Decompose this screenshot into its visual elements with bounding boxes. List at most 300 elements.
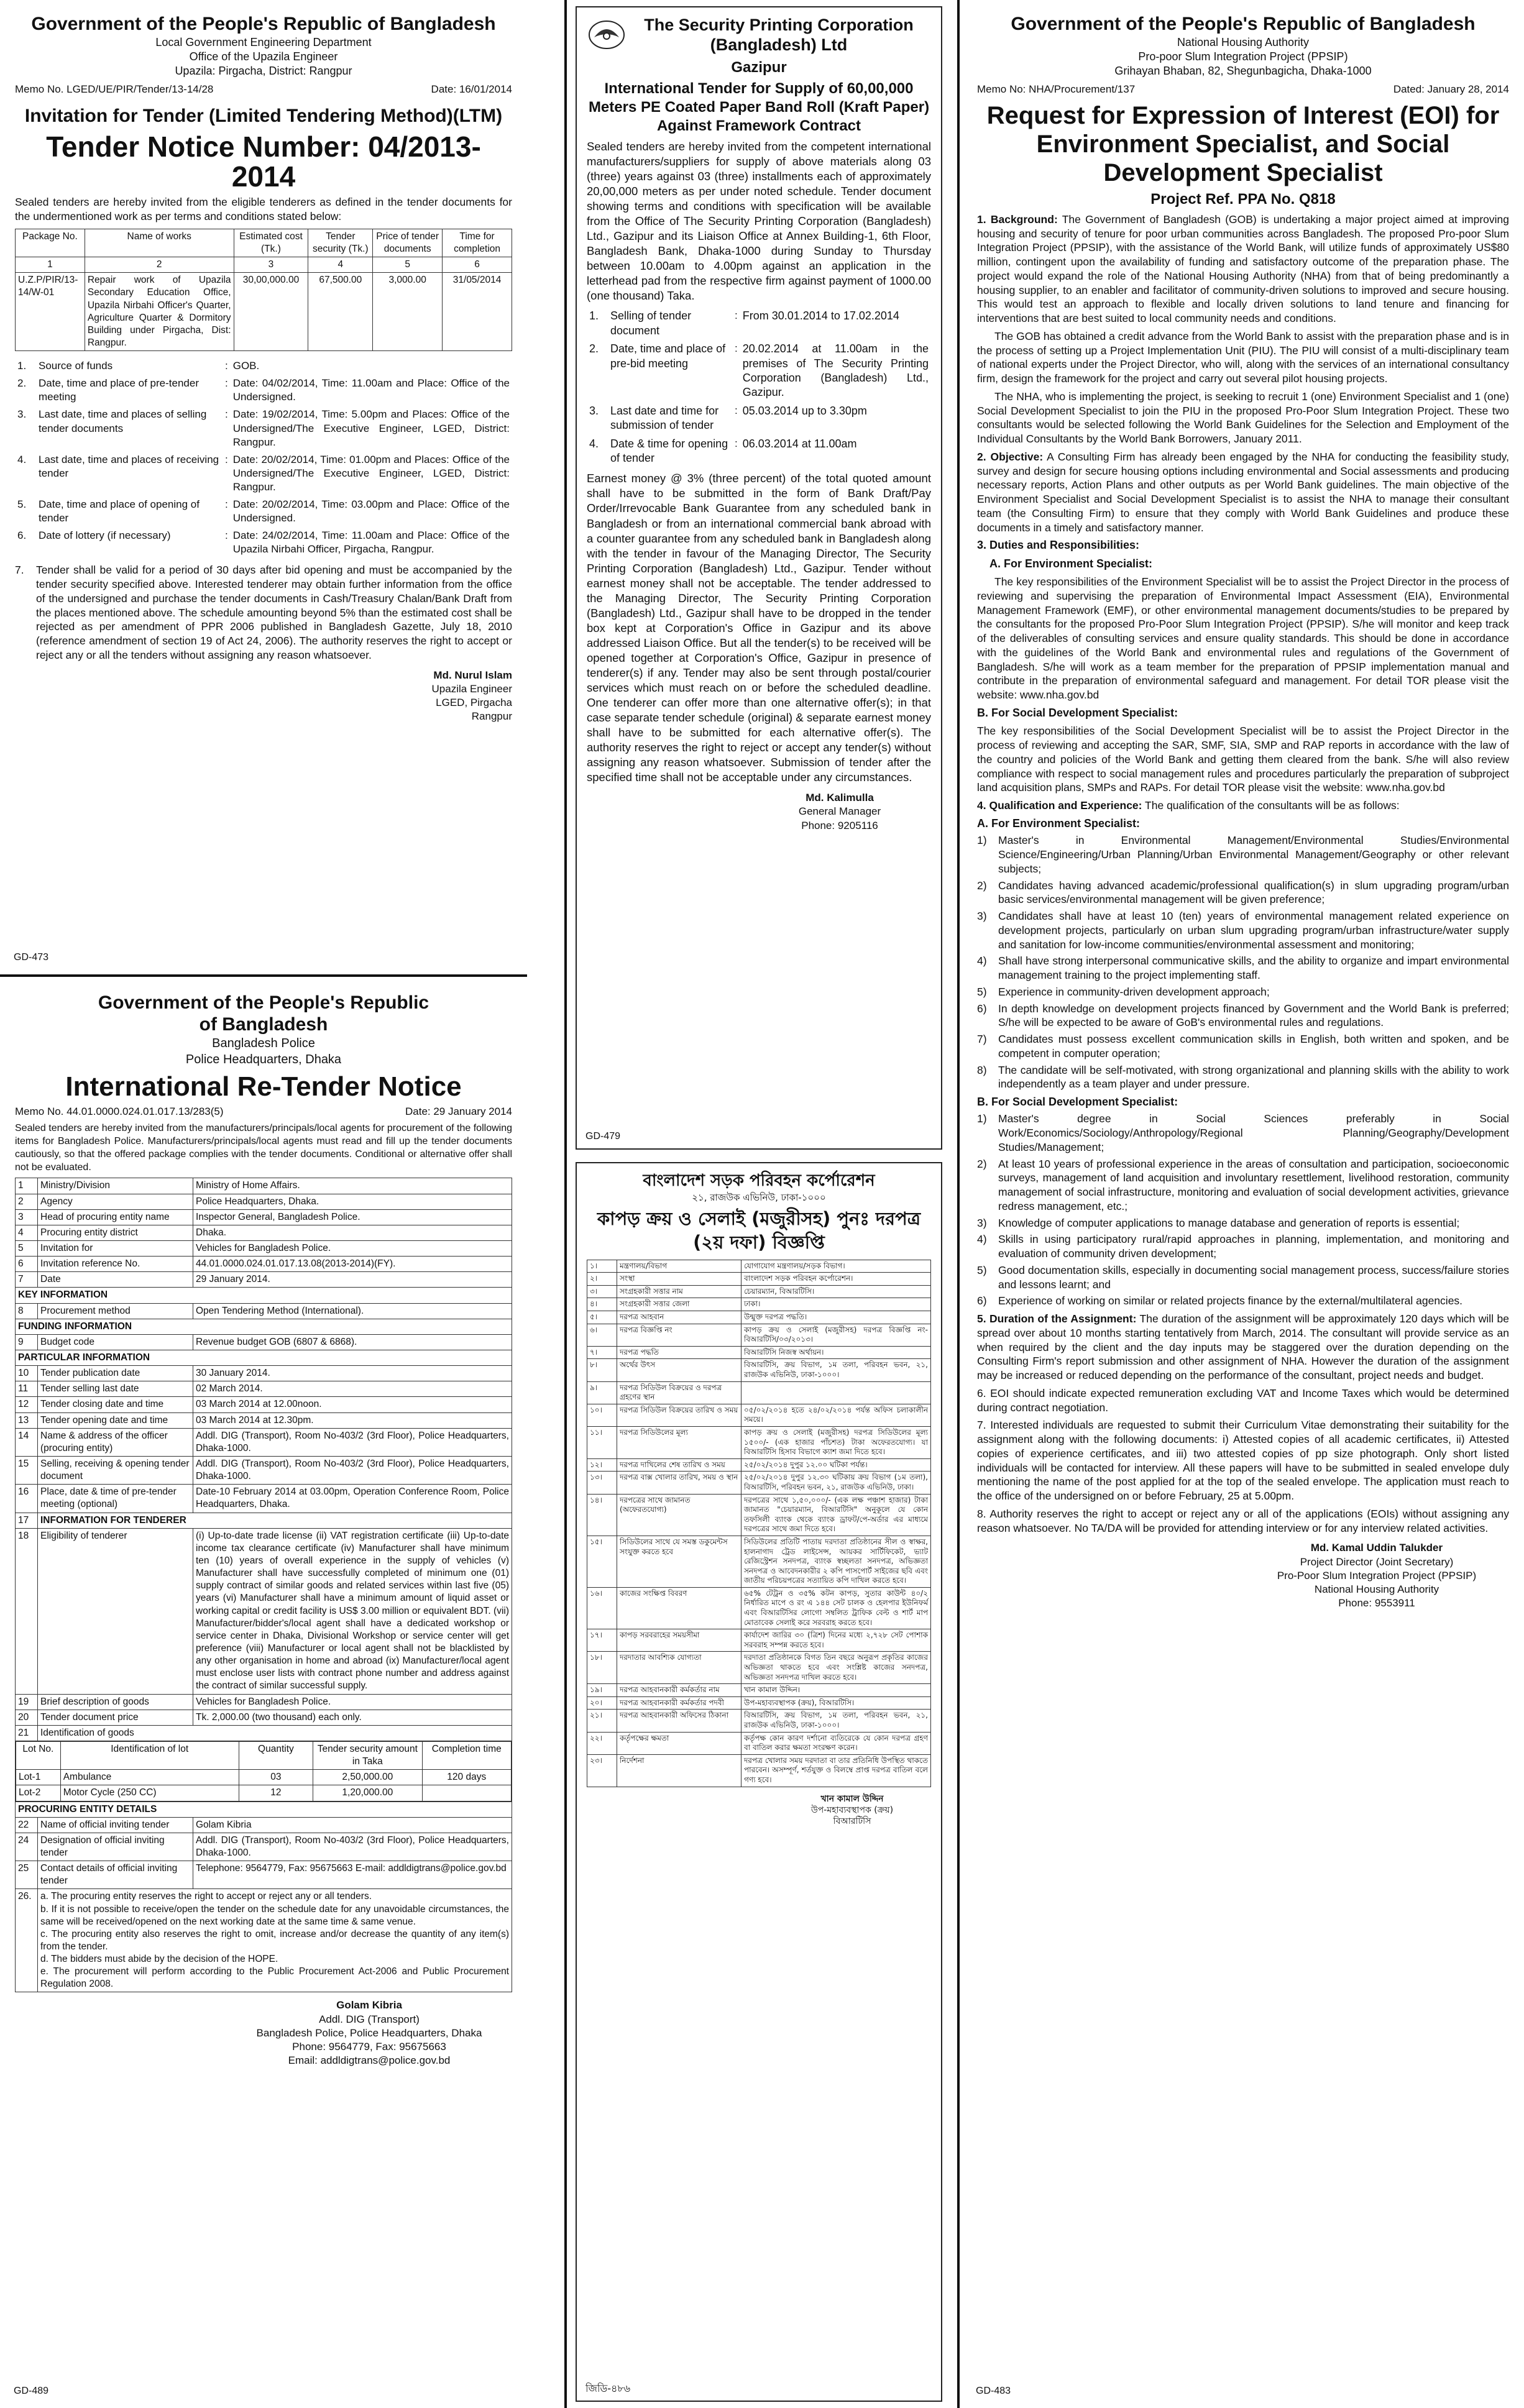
lged-colnum: 4 xyxy=(308,257,373,273)
police-row-value: Vehicles for Bangladesh Police. xyxy=(193,1241,512,1257)
lged-item-row xyxy=(15,496,512,527)
lged-th-5: Price of tender documents xyxy=(373,229,443,257)
police-row-value: Addl. DIG (Transport), Room No-403/2 (3rd Floor), Police Headquarters, Dhaka-1000. xyxy=(193,1428,512,1456)
lged-colnum: 2 xyxy=(85,257,234,273)
police-table-row xyxy=(16,1457,512,1485)
brtc-row-num: ৬। xyxy=(587,1324,617,1346)
police-section-title: INFORMATION FOR TENDERER xyxy=(38,1513,512,1528)
lot-cell-value: 2,50,000.00 xyxy=(313,1770,422,1785)
police-row-label: Selling, receiving & opening tender document xyxy=(38,1457,193,1485)
nha-qual-item xyxy=(977,1263,1509,1292)
nha-duration xyxy=(977,1312,1509,1383)
police-sig-email: Email: addldigtrans@police.gov.bd xyxy=(288,2054,451,2066)
police-place: Police Headquarters, Dhaka xyxy=(185,1053,342,1066)
spc-item-key: Date, time and place of pre-bid meeting xyxy=(610,342,726,370)
brtc-table-row xyxy=(587,1458,931,1472)
colon: : xyxy=(735,342,738,355)
colon: : xyxy=(735,309,738,322)
brtc-table-row xyxy=(587,1696,931,1710)
spc-place: Gazipur xyxy=(731,58,787,76)
nha-duties-label: 3. Duties and Responsibilities: xyxy=(977,539,1140,552)
nha-dur-label: 5. Duration of the Assignment: xyxy=(977,1312,1137,1325)
police-memo: Memo No. 44.01.0000.024.01.017.13/283(5) xyxy=(15,1106,224,1118)
lged-invitation: Invitation for Tender (Limited Tendering Method)(LTM) xyxy=(24,105,503,126)
police-row-value: Open Tendering Method (International). xyxy=(193,1303,512,1319)
nha-code: GD-483 xyxy=(976,2386,1011,2397)
police-row-num: 21 xyxy=(16,1725,38,1741)
lged-item-key: Date of lottery (if necessary) xyxy=(39,529,171,542)
police-row-value: Police Headquarters, Dhaka. xyxy=(193,1194,512,1209)
police-row-label: Tender selling last date xyxy=(38,1381,193,1397)
lged-colnum: 3 xyxy=(234,257,308,273)
brtc-row-value: বিআরটিসি নিজস্ব অর্থায়ন। xyxy=(741,1346,931,1359)
nha-qual-text: Master's in Environmental Management/Environmental Studies/Environmental Science/Engineering/Urban Planning/Urban Environmental Management/Geography or other relevant subjects; xyxy=(998,834,1509,875)
lged-memo-row xyxy=(15,83,512,96)
lot-cell-value: 03 xyxy=(239,1770,313,1785)
police-row-label: Eligibility of tenderer xyxy=(38,1528,193,1694)
nha-qual-num: 6) xyxy=(977,1002,987,1015)
spc-logo-icon xyxy=(587,19,627,51)
nha-qual-item xyxy=(977,909,1509,951)
nha-sig-phone: Phone: 9553911 xyxy=(1338,1596,1415,1609)
police-table-row xyxy=(16,1334,512,1350)
lot-cell-value: 1,20,000.00 xyxy=(313,1785,422,1801)
brtc-row-label: দরপত্র আহবানকারী কর্মকর্তার নাম xyxy=(617,1684,741,1697)
lged-office: Office of the Upazila Engineer xyxy=(189,50,338,63)
lged-note-text: Tender shall be valid for a period of 30 days after bid opening and must be accompanied by the tender security specified above. Interested tenderer may obtain further information from the office of the undersigned and purchase the tender documents in Cash/Treasury Chalan/Bank Draft from the places mentioned above. The schedule amounting beyond 5% than the estimated cost shall be rejected as per amendment of PPR 2006 published in Bangladesh Gazette, July 18, 2010 (reference amendment of section 19 of Act 24, 2006). The authority reserves the right to accept or reject any or all the tenders without assigning any reason whatsoever. xyxy=(36,564,512,661)
lged-item-value: GOB. xyxy=(232,360,260,372)
police-sig-title: Addl. DIG (Transport) xyxy=(319,2013,420,2025)
nha-gov: Government of the People's Republic of Bangladesh xyxy=(1011,14,1476,34)
brtc-row-value: দরপত্র খোলার সময় দরদাতা বা তার প্রতিনিধি উপস্থিত থাকতে পারবেন। অসম্পূর্ণ, শর্তযুক্ত ও বিলম্বে প্রাপ্ত দরপত্র বাতিল বলে গণ্য হবে। xyxy=(741,1754,931,1787)
nha-obj: A Consulting Firm has already been engaged by the NHA for conducting the feasibility study, survey and design for secure housing options including environmental and Social assessments and producing necessary reports, Action Plans and other outputs as per World Bank guidelines. The main objective of the Environment Specialist and Social Development Specialist is to assist the NHA to manage their consultant team (the Consulting Firm) to ensure that they comply with World Bank Guidelines and produce these documents in a timely and satisfactory manner. xyxy=(977,450,1509,534)
police-row-value: Ministry of Home Affairs. xyxy=(193,1178,512,1194)
nha-qual-item xyxy=(977,1063,1509,1092)
police-table-row xyxy=(16,1209,512,1225)
brtc-row-num: ৪। xyxy=(587,1298,617,1311)
brtc-row-label: দরপত্র সিডিউল বিক্রয়ের ও দরপত্র গ্রহণের স্থান xyxy=(617,1381,741,1404)
brtc-row-label: দরপত্র সিডিউলের মূল্য xyxy=(617,1426,741,1458)
brtc-row-num: ১৩। xyxy=(587,1472,617,1494)
police-intro: Sealed tenders are hereby invited from the manufacturers/principals/local agents for procurement of the following items for Bangladesh Police. Manufacturers/principals/local agents must read and fill up the tender documents cautiously, so that the offered package complies with the tender documents. Conditional or alternative offer shall not be evaluated. xyxy=(15,1123,512,1173)
nha-qual-item xyxy=(977,879,1509,907)
brtc-table-row xyxy=(587,1298,931,1311)
lot-cell-value: Motor Cycle (250 CC) xyxy=(60,1785,239,1801)
police-row-label: Agency xyxy=(38,1194,193,1209)
lged-table-colnums xyxy=(16,257,512,273)
spc-sig-name: Md. Kalimulla xyxy=(806,792,874,804)
lged-title: Tender Notice Number: 04/2013-2014 xyxy=(46,130,481,193)
spc-item-key: Selling of tender document xyxy=(610,309,692,337)
brtc-table-row xyxy=(587,1404,931,1426)
police-table-row xyxy=(16,1397,512,1412)
lged-item-num: 6. xyxy=(17,529,27,542)
police-row-num: 3 xyxy=(16,1209,38,1225)
police-table-row xyxy=(16,1366,512,1381)
police-row-label: Contact details of official inviting tender xyxy=(38,1861,193,1889)
police-row-label: Designation of official inviting tender xyxy=(38,1833,193,1861)
nha-project: Pro-poor Slum Integration Project (PPSIP) xyxy=(1138,50,1348,63)
police-row-label: Tender document price xyxy=(38,1710,193,1725)
nha-duties-a-text: The key responsibilities of the Environment Specialist will be to assist the Project Director in the process of reviewing and supervising the preparation of Environmental Impact Assessment (EIA), Environmental Management Framework (EMF), or other environmental management documents/studies to be prepared by the consultants for the proposed Pro-Poor Slum Integration Project (PPSIP). S/he will monitor and keep track of the deliverables of consulting services and ensure quality standards. This should be done in accordance with the guidelines of the World Bank and environmental rules and regulations of the Government of Bangladesh. S/he will work as a team member for the preparation of PPSIP implementation manual and contribute in the preparation of environmental safeguard and management. For detail TOR please visit the website: www.nha.gov.bd xyxy=(977,575,1509,702)
police-table-row xyxy=(16,1194,512,1209)
brtc-row-value: সিডিউলের প্রতিটি পাতায় দরদাতা প্রতিষ্ঠানের সীল ও স্বাক্ষর, হালনাগাদ ট্রেড লাইসেন্স, আয়কর সার্টিফিকেট, ভ্যাট রেজিস্ট্রেশন সনদপত্র, ব্যাংক স্বচ্ছলতা সনদপত্র, অভিজ্ঞতা সনদপত্র ও আবেদনকারীর ২ কপি পাসপোর্ট সাইজের ছবি এবং জাতীয় পরিচয়পত্রের সত্যায়িত কপি দাখিল করতে হবে। xyxy=(741,1536,931,1587)
police-table-row xyxy=(16,1861,512,1889)
police-row-label: Procurement method xyxy=(38,1303,193,1319)
nha-memo-row xyxy=(977,83,1509,96)
nha-title: Request for Expression of Interest (EOI) for Environment Specialist, and Social Development Specialist xyxy=(986,101,1500,186)
nha-qual-b: B. For Social Development Specialist: xyxy=(977,1096,1178,1109)
police-row-num: 9 xyxy=(16,1334,38,1350)
police-table-row xyxy=(16,1241,512,1257)
spc-title: International Tender for Supply of 60,00,000 Meters PE Coated Paper Band Roll (Kraft Paper) Against Framework Contract xyxy=(588,80,930,134)
lged-package-no: U.Z.P/PIR/13-14/W-01 xyxy=(16,273,85,351)
police-row-value: Addl. DIG (Transport), Room No-403/2 (3rd Floor), Police Headquarters, Dhaka-1000. xyxy=(193,1833,512,1861)
lged-item-row xyxy=(15,406,512,451)
police-row-num: 25 xyxy=(16,1861,38,1889)
brtc-row-value: চেয়ারম্যান, বিআরটিসি। xyxy=(741,1285,931,1298)
police-row-label: Procuring entity district xyxy=(38,1225,193,1240)
brtc-table-row xyxy=(587,1732,931,1754)
police-row-value: Revenue budget GOB (6807 & 6868). xyxy=(193,1334,512,1350)
colon: : xyxy=(225,408,228,421)
lot-header-cell: Identification of lot xyxy=(60,1741,239,1769)
police-row-num: 26. xyxy=(16,1889,38,1992)
police-table-row xyxy=(16,1889,512,1992)
nha-qual-item xyxy=(977,1112,1509,1154)
lot-row xyxy=(16,1785,512,1801)
police-row-num: 24 xyxy=(16,1833,38,1861)
brtc-table-row xyxy=(587,1684,931,1697)
nha-dept: National Housing Authority xyxy=(1177,35,1310,48)
spc-item-key: Date & time for opening of tender xyxy=(610,437,728,464)
brtc-title: কাপড় ক্রয় ও সেলাই (মজুরীসহ) পুনঃ দরপত্র (২য় দফা) বিজ্ঞপ্তি xyxy=(597,1208,921,1253)
spc-tender-notice xyxy=(576,6,942,1150)
police-row-value: (i) Up-to-date trade license (ii) VAT registration certificate (iii) Up-to-date income tax clearance certificate (iv) Manufacturer shall have minimum ten (10) years of overall experience in the supply of vehicles (v) Manufacturer shall have successfully completed of minimum one (01) supply contract of similar goods and related services within last five (05) years (vi) Manufacturer shall have a minimum amount of liquid asset or working capital or credit facility is US$ 3.00 million or equivalent BDT. (vii) Manufacturer/bidder's/local agent shall have a dedicated workshop or service center in Dhaka, Divisional Workshop or service center will get preference (viii) Manufacturer or local agent shall not be blacklisted by any other organisation in home and abroad (ix) Manufacturer/local agent must enclose user lists with contract phone number and address against the contract of similar successful supply. xyxy=(193,1528,512,1694)
lged-item-key: Date, time and place of opening of tender xyxy=(39,498,200,524)
police-row-num: 13 xyxy=(16,1412,38,1428)
brtc-row-value: ৬৫% টেট্রন ও ৩৫% কটন কাপড়, সুতার কাউন্ট ৪০/২ নির্ধারিত মাপে ও রং এ ১৪৪ সেট চালক ও হেলপার ইউনিফর্ম এবং বিআরটিসির লোগো সম্বলিত ট্রাফিক বেল্ট ও শার্ট মাপ মোতাবেক সেলাই করে সরবরাহ করতে হবে। xyxy=(741,1587,931,1629)
police-row-label: Invitation for xyxy=(38,1241,193,1257)
nha-qual-item xyxy=(977,1216,1509,1230)
police-table-row xyxy=(16,1694,512,1710)
spc-body: Earnest money @ 3% (three percent) of the total quoted amount shall have to be submitted in the form of Bank Draft/Pay Order/Irrevocable Bank Guarantee from any scheduled bank in Bangladesh or from an international commercial bank abroad with a counter guarantee from any scheduled bank in Bangladesh along with the tender in favour of the Managing Director, The Security Printing Corporation (Bangladesh) Ltd., Gazipur. Tender without earnest money shall not be acceptable. The tender addressed to the Managing Director, The Security Printing Corporation (Bangladesh) Ltd., Gazipur shall have to be dropped in the tender box kept at Corporation's Office in Gazipur and its above addressed Liaison Office. But all the tender(s) to be received will be opened together at Corporation's Office, Gazipur in presence of tenderer(s) if any. Tender may also be sent through postal/courier services which must reach on or before the scheduled deadline. One tenderer can offer more than one alternative offer(s); in that case separate tender schedule (original) & separate earnest money shall have to be submitted for each alternative offer(s). The authority reserves the right to reject or accept any tender(s) without assigning any reason whatsoever. Submission of tender after the specified time shall not be acceptable under any circumstances. xyxy=(587,472,931,784)
lged-item-row xyxy=(15,375,512,406)
police-row-num: 7 xyxy=(16,1272,38,1288)
police-signature xyxy=(226,1998,512,2067)
police-gov-2: of Bangladesh xyxy=(199,1014,328,1035)
nha-qual-text: Experience of working on similar or related projects finance by the external/multilateral agencies. xyxy=(998,1294,1463,1307)
lged-place: Upazila: Pirgacha, District: Rangpur xyxy=(175,65,352,78)
police-row-value: Dhaka. xyxy=(193,1225,512,1240)
police-row-num: 20 xyxy=(16,1710,38,1725)
nha-sig-project: Pro-Poor Slum Integration Project (PPSIP) xyxy=(1277,1569,1477,1582)
nha-qual-text: Knowledge of computer applications to manage database and generation of reports is essential; xyxy=(998,1216,1460,1229)
lged-date: Date: 16/01/2014 xyxy=(431,83,512,95)
brtc-row-label: দরপত্র বিজ্ঞপ্তি নং xyxy=(617,1324,741,1346)
nha-sig-org: National Housing Authority xyxy=(1314,1583,1439,1595)
police-table-row xyxy=(16,1178,512,1194)
police-row-value: Vehicles for Bangladesh Police. xyxy=(193,1694,512,1710)
colon: : xyxy=(225,377,228,390)
nha-dur: The duration of the assignment will be approximately 120 days which will be spread over about 10 months starting tentatively from March, 2014. The consultant will provide service as an when required by the client and the day inputs may be staggered over the duration depending on the Consulting Firm's report submission and other assignment of NHA. However the duration of the assignment may be increased or reduced depending on the performance of the consultant, project needs and budget. xyxy=(977,1312,1509,1382)
brtc-table-row xyxy=(587,1587,931,1629)
brtc-row-label: সিডিউলের সাথে যে সমস্ত ডকুমেন্টস সংযুক্ত করতে হবে xyxy=(617,1536,741,1587)
brtc-table-row xyxy=(587,1629,931,1652)
nha-qual-item xyxy=(977,1232,1509,1261)
police-lot-wrapper xyxy=(16,1741,512,1801)
police-table-row xyxy=(16,1381,512,1397)
lged-completion: 31/05/2014 xyxy=(443,273,512,351)
lged-item-num: 5. xyxy=(17,498,27,510)
police-row-label: Place, date & time of pre-tender meeting (optional) xyxy=(38,1485,193,1513)
lged-item-num: 3. xyxy=(17,408,27,421)
lged-security: 67,500.00 xyxy=(308,273,373,351)
lot-cell xyxy=(16,1741,512,1801)
police-table-row xyxy=(16,1833,512,1861)
brtc-row-value: বিআরটিসি, ক্রয় বিভাগ, ১ম তলা, পরিবহন ভবন, ২১, রাজউক এভিনিউ, ঢাকা-১০০০। xyxy=(741,1710,931,1732)
lged-table-header xyxy=(16,229,512,257)
nha-qual-text: Candidates shall have at least 10 (ten) years of environmental management related experience on development projects, particularly on urban slum upgrading program/urban infrastructure/water supply and sanitation for low-income communities/environmental assessment and monitoring; xyxy=(998,910,1509,951)
lged-th-4: Tender security (Tk.) xyxy=(308,229,373,257)
brtc-sig-title: উপ-মহাব্যবস্থাপক (ক্রয়) xyxy=(810,1805,894,1815)
nha-qual-text: Skills in using participatory rural/rapid approaches in planning, implementation, and monitoring and evaluation of community driven development; xyxy=(998,1233,1509,1260)
brtc-row-num: ২২। xyxy=(587,1732,617,1754)
police-sig-name: Golam Kibria xyxy=(336,1999,402,2012)
police-row-label: Tender closing date and time xyxy=(38,1397,193,1412)
nha-qual-item xyxy=(977,1157,1509,1214)
police-section-header xyxy=(16,1350,512,1366)
brtc-row-label: কর্তৃপক্ষের ক্ষমতা xyxy=(617,1732,741,1754)
police-row-num: 2 xyxy=(16,1194,38,1209)
spc-item-row xyxy=(587,435,931,468)
spc-item-num: 1. xyxy=(589,309,599,323)
nha-qual-num: 6) xyxy=(977,1294,987,1307)
spc-items xyxy=(587,307,931,467)
brtc-code: জিডি-৪৮৬ xyxy=(585,2383,631,2395)
nha-bg-3: The NHA, who is implementing the project, is seeking to recruit 1 (one) Environment Specialist and 1 (one) Social Development Specialist to join the PIU in the proposed Pro-Poor Slum Integration Project. These two consultants would be selected following the World Bank Guidelines for the Selection and Employment of the Individual Consultants by the World Bank Borrowers, January 2011. xyxy=(977,390,1509,446)
brtc-row-label: কাজের সংক্ষিপ্ত বিবরণ xyxy=(617,1587,741,1629)
spc-item-value: From 30.01.2014 to 17.02.2014 xyxy=(742,309,899,323)
divider xyxy=(0,974,527,977)
police-table-row xyxy=(16,1272,512,1288)
lged-doc-price: 3,000.00 xyxy=(373,273,443,351)
police-condition: d. The bidders must abide by the decision of the HOPE. xyxy=(40,1954,278,1965)
nha-signature xyxy=(1244,1541,1509,1609)
nha-qual-intro: The qualification of the consultants will be as follows: xyxy=(1145,799,1400,812)
nha-qual-num: 4) xyxy=(977,1233,987,1246)
brtc-row-value: কার্যাদেশ জারির ৩০ (ত্রিশ) দিনের মধ্যে ২,৭২৮ সেট পোশাক সরবরাহ সম্পন্ন করতে হবে। xyxy=(741,1629,931,1652)
lged-sig-place: Rangpur xyxy=(471,710,512,722)
spc-sig-title: General Manager xyxy=(798,805,881,818)
police-row-value: Inspector General, Bangladesh Police. xyxy=(193,1209,512,1225)
nha-qual-num: 1) xyxy=(977,1112,987,1125)
brtc-signature xyxy=(773,1793,931,1828)
police-condition: c. The procuring entity also reserves the right to omit, increase and/or decrease the quantity of any item(s) from the tender. xyxy=(40,1928,509,1952)
brtc-row-value: ২৫/০২/২০১৪ দুপুর ১২.০০ ঘটিকা পর্যন্ত। xyxy=(741,1458,931,1472)
lged-th-6: Time for completion xyxy=(443,229,512,257)
brtc-row-label: দরপত্র দাখিলের শেষ তারিখ ও সময় xyxy=(617,1458,741,1472)
brtc-row-value: বিআরটিসি, ক্রয় বিভাগ, ১ম তলা, পরিবহন ভবন, ২১, রাজউক এভিনিউ, ঢাকা-১০০০। xyxy=(741,1359,931,1381)
police-info-table xyxy=(15,1178,512,1992)
nha-qual-text: The candidate will be self-motivated, with strong organizational and planning skills with the ability to work independently as a team player and under pressure. xyxy=(998,1063,1509,1091)
police-row-num: 1 xyxy=(16,1178,38,1194)
police-row-label: Name of official inviting tender xyxy=(38,1817,193,1833)
lot-header xyxy=(16,1741,512,1769)
middle-column xyxy=(567,0,952,2408)
lged-sig-name: Md. Nurul Islam xyxy=(433,669,512,681)
police-row-num: 18 xyxy=(16,1528,38,1694)
spc-header xyxy=(587,15,931,55)
spc-signature xyxy=(748,791,931,832)
nha-ref: Project Ref. PPA No. Q818 xyxy=(1150,190,1336,208)
police-memo-row xyxy=(15,1105,512,1119)
lged-item-row xyxy=(15,527,512,558)
lged-table-row xyxy=(16,273,512,351)
nha-qual-a-list xyxy=(977,833,1509,1091)
lged-sig-org: LGED, Pirgacha xyxy=(436,696,512,708)
brtc-row-value: খান কামাল উদ্দিন। xyxy=(741,1684,931,1697)
lged-item-value: Date: 19/02/2014, Time: 5.00pm and Places: Office of the Undersigned/The Executive Engineer, LGED, District: Rangpur. xyxy=(232,408,510,448)
nha-qual-item xyxy=(977,1294,1509,1308)
police-row-num: 22 xyxy=(16,1817,38,1833)
lot-header-cell: Lot No. xyxy=(16,1741,61,1769)
police-row-label: Invitation reference No. xyxy=(38,1257,193,1272)
police-section-header xyxy=(16,1288,512,1303)
lot-header-cell: Completion time xyxy=(422,1741,511,1769)
police-row-label: Tender publication date xyxy=(38,1366,193,1381)
brtc-row-value: কাপড় ক্রয় ও সেলাই (মজুরীসহ) দরপত্র বিজ্ঞপ্তি নং-বিআরটিসি/০৩/২০১৩। xyxy=(741,1324,931,1346)
brtc-table-row xyxy=(587,1273,931,1286)
lged-memo: Memo No. LGED/UE/PIR/Tender/13-14/28 xyxy=(15,83,214,95)
police-row-value: 03 March 2014 at 12.00noon. xyxy=(193,1397,512,1412)
spc-item-key: Last date and time for submission of tender xyxy=(610,404,719,432)
nha-qual-num: 5) xyxy=(977,985,987,998)
police-table-row xyxy=(16,1485,512,1513)
brtc-row-num: ১৮। xyxy=(587,1652,617,1684)
lged-item-value: Date: 20/02/2014, Time: 03.00pm and Place: Office of the Undersigned. xyxy=(232,498,510,524)
police-table-row xyxy=(16,1710,512,1725)
nha-date: Dated: January 28, 2014 xyxy=(1393,83,1509,95)
lged-item-num: 4. xyxy=(17,453,27,465)
police-row-value: Telephone: 9564779, Fax: 95675663 E-mail: addldigtrans@police.gov.bd xyxy=(193,1861,512,1889)
brtc-table-row xyxy=(587,1260,931,1273)
police-table-row xyxy=(16,1817,512,1833)
police-row-value: 02 March 2014. xyxy=(193,1381,512,1397)
spc-item-row xyxy=(587,307,931,340)
nha-duties-a: A. For Environment Specialist: xyxy=(989,557,1153,570)
spc-org: The Security Printing Corporation (Bangladesh) Ltd xyxy=(644,16,914,55)
brtc-row-num: ১৭। xyxy=(587,1629,617,1652)
police-row-num: 8 xyxy=(16,1303,38,1319)
lged-intro: Sealed tenders are hereby invited from the eligible tenderers as defined in the tender documents for the undermentioned work as per terms and conditions stated below: xyxy=(15,196,512,223)
nha-qual-text: Experience in community-driven development approach; xyxy=(998,985,1270,998)
police-condition: b. If it is not possible to receive/open the tender on the schedule date for any unavoidable circumstances, the same will be received/opened on the next working date at the same time & same venue. xyxy=(40,1903,509,1927)
brtc-row-label: দরপত্র সিডিউল বিক্রয়ের তারিখ ও সময় xyxy=(617,1404,741,1426)
police-condition: e. The procurement will perform according to the Public Procurement Act-2006 and Public Procurement Regulation 2008. xyxy=(40,1966,509,1990)
brtc-row-value: উপ-মহাব্যবস্থাপক (ক্রয়), বিআরটিসি। xyxy=(741,1696,931,1710)
police-code: GD-489 xyxy=(14,2386,49,2397)
lot-row xyxy=(16,1770,512,1785)
lged-tender-notice xyxy=(5,6,522,969)
brtc-row-value: উন্মুক্ত দরপত্র পদ্ধতি। xyxy=(741,1311,931,1324)
nha-qual-num: 3) xyxy=(977,910,987,923)
colon: : xyxy=(735,437,738,449)
police-table-row xyxy=(16,1513,512,1528)
lged-work-table xyxy=(15,229,512,351)
nha-sig-title: Project Director (Joint Secretary) xyxy=(1300,1555,1454,1568)
brtc-row-num: ২। xyxy=(587,1273,617,1286)
brtc-row-value: যোগাযোগ মন্ত্রণালয়/সড়ক বিভাগ। xyxy=(741,1260,931,1273)
brtc-row-num: ১। xyxy=(587,1260,617,1273)
police-row-label: Brief description of goods xyxy=(38,1694,193,1710)
police-table-row xyxy=(16,1725,512,1741)
lged-note-num: 7. xyxy=(15,564,24,577)
nha-duties-b-text: The key responsibilities of the Social Development Specialist will be to assist the Project Director in the process of reviewing and accepting the SAR, SMF, SIA, SMP and RAP reports in accordance with the law of the country and policies of the World Bank and getting them cleared from the bank. S/he will also review compliance with respect to social management rules and procedures particularly the preparation of subproject land acquisition plans, SMPs and RAPs. For detail TOR please visit the website: www.nha.gov.bd xyxy=(977,725,1509,794)
nha-qual-item xyxy=(977,833,1509,876)
brtc-row-label: দরপত্র বাক্স খোলার তারিখ, সময় ও স্থান xyxy=(617,1472,741,1494)
lged-th-2: Name of works xyxy=(85,229,234,257)
police-row-value: Date-10 February 2014 at 03.00pm, Operation Conference Room, Police Headquarters, Dhaka. xyxy=(193,1485,512,1513)
nha-p6: 6. EOI should indicate expected remuneration excluding VAT and Income Taxes which would be determined during contract negotiation. xyxy=(977,1386,1509,1414)
police-row-num: 16 xyxy=(16,1485,38,1513)
nha-duties-b: B. For Social Development Specialist: xyxy=(977,706,1178,719)
brtc-row-label: সংস্থা xyxy=(617,1273,741,1286)
brtc-row-label: দরপত্র আহবানকারী অফিসের ঠিকানা xyxy=(617,1710,741,1732)
brtc-row-label: দরপত্র আহবান xyxy=(617,1311,741,1324)
right-column xyxy=(962,0,1524,2408)
brtc-row-value: বাংলাদেশ সড়ক পরিবহন কর্পোরেশন। xyxy=(741,1273,931,1286)
nha-qual-text: Candidates having advanced academic/professional qualification(s) in slum upgrading program/urban basic services/environmental management will be given preference; xyxy=(998,879,1509,906)
lged-items xyxy=(15,357,512,558)
lged-colnum: 1 xyxy=(16,257,85,273)
spc-item-num: 3. xyxy=(589,404,599,417)
lged-code: GD-473 xyxy=(14,952,49,963)
nha-objective xyxy=(977,450,1509,535)
brtc-row-value xyxy=(741,1381,931,1404)
police-row-num: 17 xyxy=(16,1513,38,1528)
police-row-label: Tender opening date and time xyxy=(38,1412,193,1428)
brtc-table-row xyxy=(587,1536,931,1587)
police-title: International Re-Tender Notice xyxy=(65,1071,462,1102)
nha-qual-a: A. For Environment Specialist: xyxy=(977,817,1141,830)
spc-item-value: 05.03.2014 up to 3.30pm xyxy=(742,404,867,417)
lot-cell-value: Ambulance xyxy=(60,1770,239,1785)
police-table-row xyxy=(16,1257,512,1272)
brtc-row-label: মন্ত্রণালয়/বিভাগ xyxy=(617,1260,741,1273)
lot-cell-value: 12 xyxy=(239,1785,313,1801)
lot-cell-value: Lot-1 xyxy=(16,1770,61,1785)
police-row-num: 19 xyxy=(16,1694,38,1710)
brtc-row-value: কাপড় ক্রয় ও সেলাই (মজুরীসহ) দরপত্র সিডিউলের মূল্য ১৫০০/- (এক হাজার পাঁচশত) টাকা অফেরতযোগ্য। যা বিআরটিসি হিসাব বিভাগে ক্যাশ জমা দিতে হবে। xyxy=(741,1426,931,1458)
police-section-header xyxy=(16,1319,512,1334)
lged-item-value: Date: 20/02/2014, Time: 01.00pm and Places: Office of the Undersigned/The Executive Engineer, LGED, District: Rangpur. xyxy=(232,453,510,493)
police-row-label: Date xyxy=(38,1272,193,1288)
police-row-value: 44.01.0000.024.01.017.13.08(2013-2014)(FY). xyxy=(193,1257,512,1272)
lged-item-key: Last date, time and places of receiving tender xyxy=(39,453,219,479)
brtc-row-num: ৫। xyxy=(587,1311,617,1324)
nha-qual-text: Master's degree in Social Sciences preferably in Social Work/Economics/Sociology/Anthropology/Regional Planning/Geography/Development Studies/Management; xyxy=(998,1112,1509,1153)
colon: : xyxy=(225,360,228,372)
police-section-header xyxy=(16,1801,512,1817)
police-section-title: PROCURING ENTITY DETAILS xyxy=(16,1801,512,1817)
nha-qual-num: 2) xyxy=(977,879,987,892)
nha-memo: Memo No: NHA/Procurement/137 xyxy=(977,83,1136,95)
brtc-table-row xyxy=(587,1494,931,1536)
nha-p8: 8. Authority reserves the right to accept or reject any or all of the applications (EOIs) without assigning any reason whatsoever. No TA/DA will be provided for attending interview or for any interview related activities. xyxy=(977,1507,1509,1534)
lot-header-cell: Tender security amount in Taka xyxy=(313,1741,422,1769)
police-table-row xyxy=(16,1303,512,1319)
